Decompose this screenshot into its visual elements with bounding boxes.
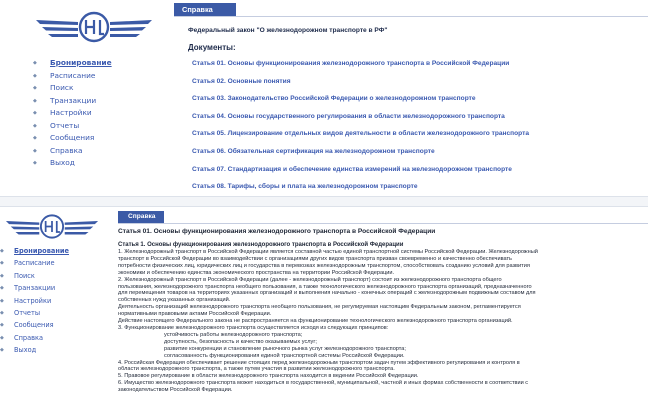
diamond-bullet-icon: ◆ — [0, 285, 4, 292]
diamond-bullet-icon: ◆ — [0, 272, 4, 279]
list-item — [192, 108, 648, 126]
article-paragraph: развитие конкуренции и становление рыночного рынка услуг железнодорожного транспорта; — [164, 345, 406, 352]
help-documents-panel — [0, 0, 648, 195]
sidebar-nav — [33, 57, 112, 170]
diamond-bullet-icon: ◆ — [0, 347, 4, 354]
article-paragraph: 5. Правовое регулирование в области железнодорожного транспорта находится в ведении Российской Федерации. — [118, 373, 419, 380]
article-paragraph: экономики и обеспечению единства экономического пространства на территории Российской Федерации. — [118, 269, 395, 276]
diamond-bullet-icon: ◆ — [33, 122, 37, 129]
sidebar-nav — [0, 245, 69, 357]
document-link[interactable]: Статья 01. Основы функционирования железнодорожного транспорта в Российской Федерации — [192, 60, 510, 67]
list-item — [192, 143, 648, 161]
nav-item-help[interactable] — [33, 145, 112, 158]
nav-item-label[interactable]: Поиск — [14, 271, 35, 280]
diamond-bullet-icon: ◆ — [0, 309, 4, 316]
document-link[interactable]: Статья 03. Законодательство Российской Федерации о железнодорожном транспорте — [192, 95, 476, 103]
diamond-bullet-icon: ◆ — [0, 297, 4, 304]
nav-item-booking[interactable] — [33, 57, 112, 70]
nav-item-label[interactable]: Расписание — [50, 70, 96, 80]
nav-item-label[interactable]: Отчеты — [14, 308, 41, 317]
document-link[interactable]: Статья 02. Основные понятия — [192, 77, 291, 85]
nav-item-reports[interactable] — [33, 120, 112, 133]
diamond-bullet-icon: ◆ — [33, 110, 37, 116]
diamond-bullet-icon: ◆ — [33, 135, 37, 141]
screenshot-divider — [0, 196, 648, 207]
article-paragraph: потребности физических лиц, юридических лиц и государства в перевозках железнодорожным транспортом, способствовать созданию условий для развития — [118, 262, 530, 269]
diamond-bullet-icon: ◆ — [33, 60, 37, 66]
article-paragraph: 1. Железнодорожный транспорт в Российской Федерации является составной частью единой транспортной системы Российской Федерации. Железнодорожный — [118, 249, 538, 255]
article-paragraph: 6. Имущество железнодорожного транспорта может находиться в государственной, муниципальной, частной и иных формах собственности в соответствии с — [118, 380, 529, 387]
nav-item-logout[interactable] — [0, 344, 69, 356]
article-paragraph: 2. Железнодорожный транспорт в Российской Федерации (далее - железнодорожный транспорт) состоит из железнодорожного транспорта общего — [118, 276, 502, 283]
diamond-bullet-icon: ◆ — [0, 248, 4, 254]
diamond-bullet-icon: ◆ — [33, 72, 37, 79]
article-content — [118, 228, 648, 394]
nav-item-label[interactable]: Выход — [14, 346, 37, 355]
article-paragraph: законодательством Российской Федерации. — [118, 387, 233, 394]
documents-list — [192, 55, 648, 195]
article-subtitle: Статья 1. Основы функционирования железнодорожного транспорта в Российской Федерации — [118, 242, 404, 248]
diamond-bullet-icon: ◆ — [33, 97, 37, 104]
article-paragraph: 4. Российская Федерация обеспечивает решение стоящих перед железнодорожным транспортом задач путем эффективного регулирования и контроля в — [118, 359, 520, 366]
tab-divider — [118, 223, 648, 224]
nav-item-label[interactable]: Сообщения — [14, 321, 54, 330]
list-item — [192, 55, 648, 73]
tab-help[interactable]: Справка — [174, 3, 236, 16]
rzd-logo[interactable] — [34, 10, 154, 44]
documents-heading: Документы: — [188, 43, 236, 52]
article-paragraph: собственных нужд указанных организаций. — [118, 297, 231, 304]
nav-item-label[interactable]: Настройки — [50, 108, 92, 117]
document-link[interactable]: Статья 05. Лицензирование отдельных видов деятельности в области железнодорожного транспорта — [192, 130, 530, 138]
nav-item-label[interactable]: Выход — [50, 158, 75, 167]
article-paragraph: транспорт в Российской Федерации во взаимодействии с организациями других видов транспорта призван своевременно и качественно обеспечивать — [118, 255, 512, 262]
nav-item-label[interactable]: Бронирование — [14, 247, 69, 255]
article-paragraph: Деятельность организаций железнодорожного транспорта необщего пользования, не регулируемая настоящим Федеральным законом, регламентируется — [118, 304, 521, 311]
article-paragraph: области железнодорожного транспорта, а также путем участия в развитии железнодорожного транспорта. — [118, 366, 395, 373]
nav-item-label[interactable]: Транзакции — [50, 95, 97, 105]
nav-item-help[interactable] — [0, 332, 69, 344]
nav-item-search[interactable] — [0, 270, 69, 282]
article-title: Статья 01. Основы функционирования железнодорожного транспорта в Российской Федерации — [118, 228, 436, 235]
winged-logo-icon — [4, 213, 100, 240]
tab-divider — [174, 16, 648, 17]
nav-item-schedule[interactable] — [33, 70, 112, 83]
nav-item-label[interactable]: Поиск — [50, 83, 74, 92]
document-link[interactable]: Статья 04. Основы государственного регулирования в области железнодорожного транспорта — [192, 112, 505, 120]
article-paragraph: для перемещения товаров на территориях указанных организаций и выполнения начально - конечных операций с железнодорожным подвижным составом для — [118, 290, 536, 297]
help-article-panel — [0, 208, 648, 409]
nav-item-schedule[interactable] — [0, 257, 69, 269]
diamond-bullet-icon: ◆ — [0, 260, 4, 267]
tab-help[interactable]: Справка — [118, 211, 164, 223]
list-item — [192, 125, 648, 143]
article-body — [118, 249, 648, 394]
rzd-logo[interactable] — [4, 213, 100, 240]
nav-item-label[interactable]: Справка — [50, 145, 83, 155]
article-paragraph: устойчивость работы железнодорожного транспорта; — [164, 331, 303, 338]
article-paragraph: доступность, безопасность и качество оказываемых услуг; — [164, 338, 317, 345]
diamond-bullet-icon: ◆ — [33, 147, 37, 154]
article-paragraph: нормативными правовыми актами Российской Федерации. — [118, 311, 272, 318]
diamond-bullet-icon: ◆ — [0, 334, 4, 341]
nav-item-logout[interactable] — [33, 157, 112, 170]
nav-item-label[interactable]: Транзакции — [14, 284, 56, 293]
nav-item-label[interactable]: Отчеты — [50, 120, 80, 130]
nav-item-transactions[interactable] — [33, 95, 112, 108]
nav-item-transactions[interactable] — [0, 282, 69, 294]
article-paragraph: согласованность функционирования единой транспортной системы Российской Федерации. — [164, 352, 405, 359]
diamond-bullet-icon: ◆ — [33, 160, 37, 166]
diamond-bullet-icon: ◆ — [0, 322, 4, 329]
list-item — [192, 178, 648, 195]
nav-item-booking[interactable] — [0, 245, 69, 257]
list-item — [192, 161, 648, 179]
diamond-bullet-icon: ◆ — [33, 85, 37, 91]
document-link[interactable]: Статья 06. Обязательная сертификация на железнодорожном транспорте — [192, 147, 435, 155]
winged-logo-icon — [34, 10, 154, 44]
article-paragraph: Действие настоящего Федерального закона не распространяется на функционирование технологического железнодорожного транспорта организаций. — [118, 318, 513, 325]
article-paragraph: пользования, железнодорожного транспорта необщего пользования, а также технологического железнодорожного транспорта организаций, предназначенного — [118, 283, 532, 290]
nav-item-label[interactable]: Настройки — [14, 296, 52, 305]
page-title: Федеральный закон "О железнодорожном транспорте в РФ" — [188, 27, 388, 34]
nav-item-settings[interactable] — [0, 295, 69, 307]
document-link[interactable]: Статья 08. Тарифы, сборы и плата на железнодорожном транспорте — [192, 183, 418, 191]
nav-item-messages[interactable] — [33, 132, 112, 145]
nav-item-label[interactable]: Сообщения — [50, 133, 95, 142]
nav-item-messages[interactable] — [0, 319, 69, 331]
list-item — [192, 73, 648, 91]
nav-item-label[interactable]: Справка — [14, 333, 44, 342]
list-item — [192, 90, 648, 108]
nav-item-label[interactable]: Бронирование — [50, 58, 112, 67]
article-paragraph: 3. Функционирование железнодорожного транспорта осуществляется исходя из следующих принципов: — [118, 324, 389, 331]
document-link[interactable]: Статья 07. Стандартизация и обеспечение единства измерений на железнодорожном транспорте — [192, 165, 512, 173]
nav-item-label[interactable]: Расписание — [14, 259, 55, 268]
nav-item-reports[interactable] — [0, 307, 69, 319]
nav-item-search[interactable] — [33, 82, 112, 95]
nav-item-settings[interactable] — [33, 107, 112, 120]
